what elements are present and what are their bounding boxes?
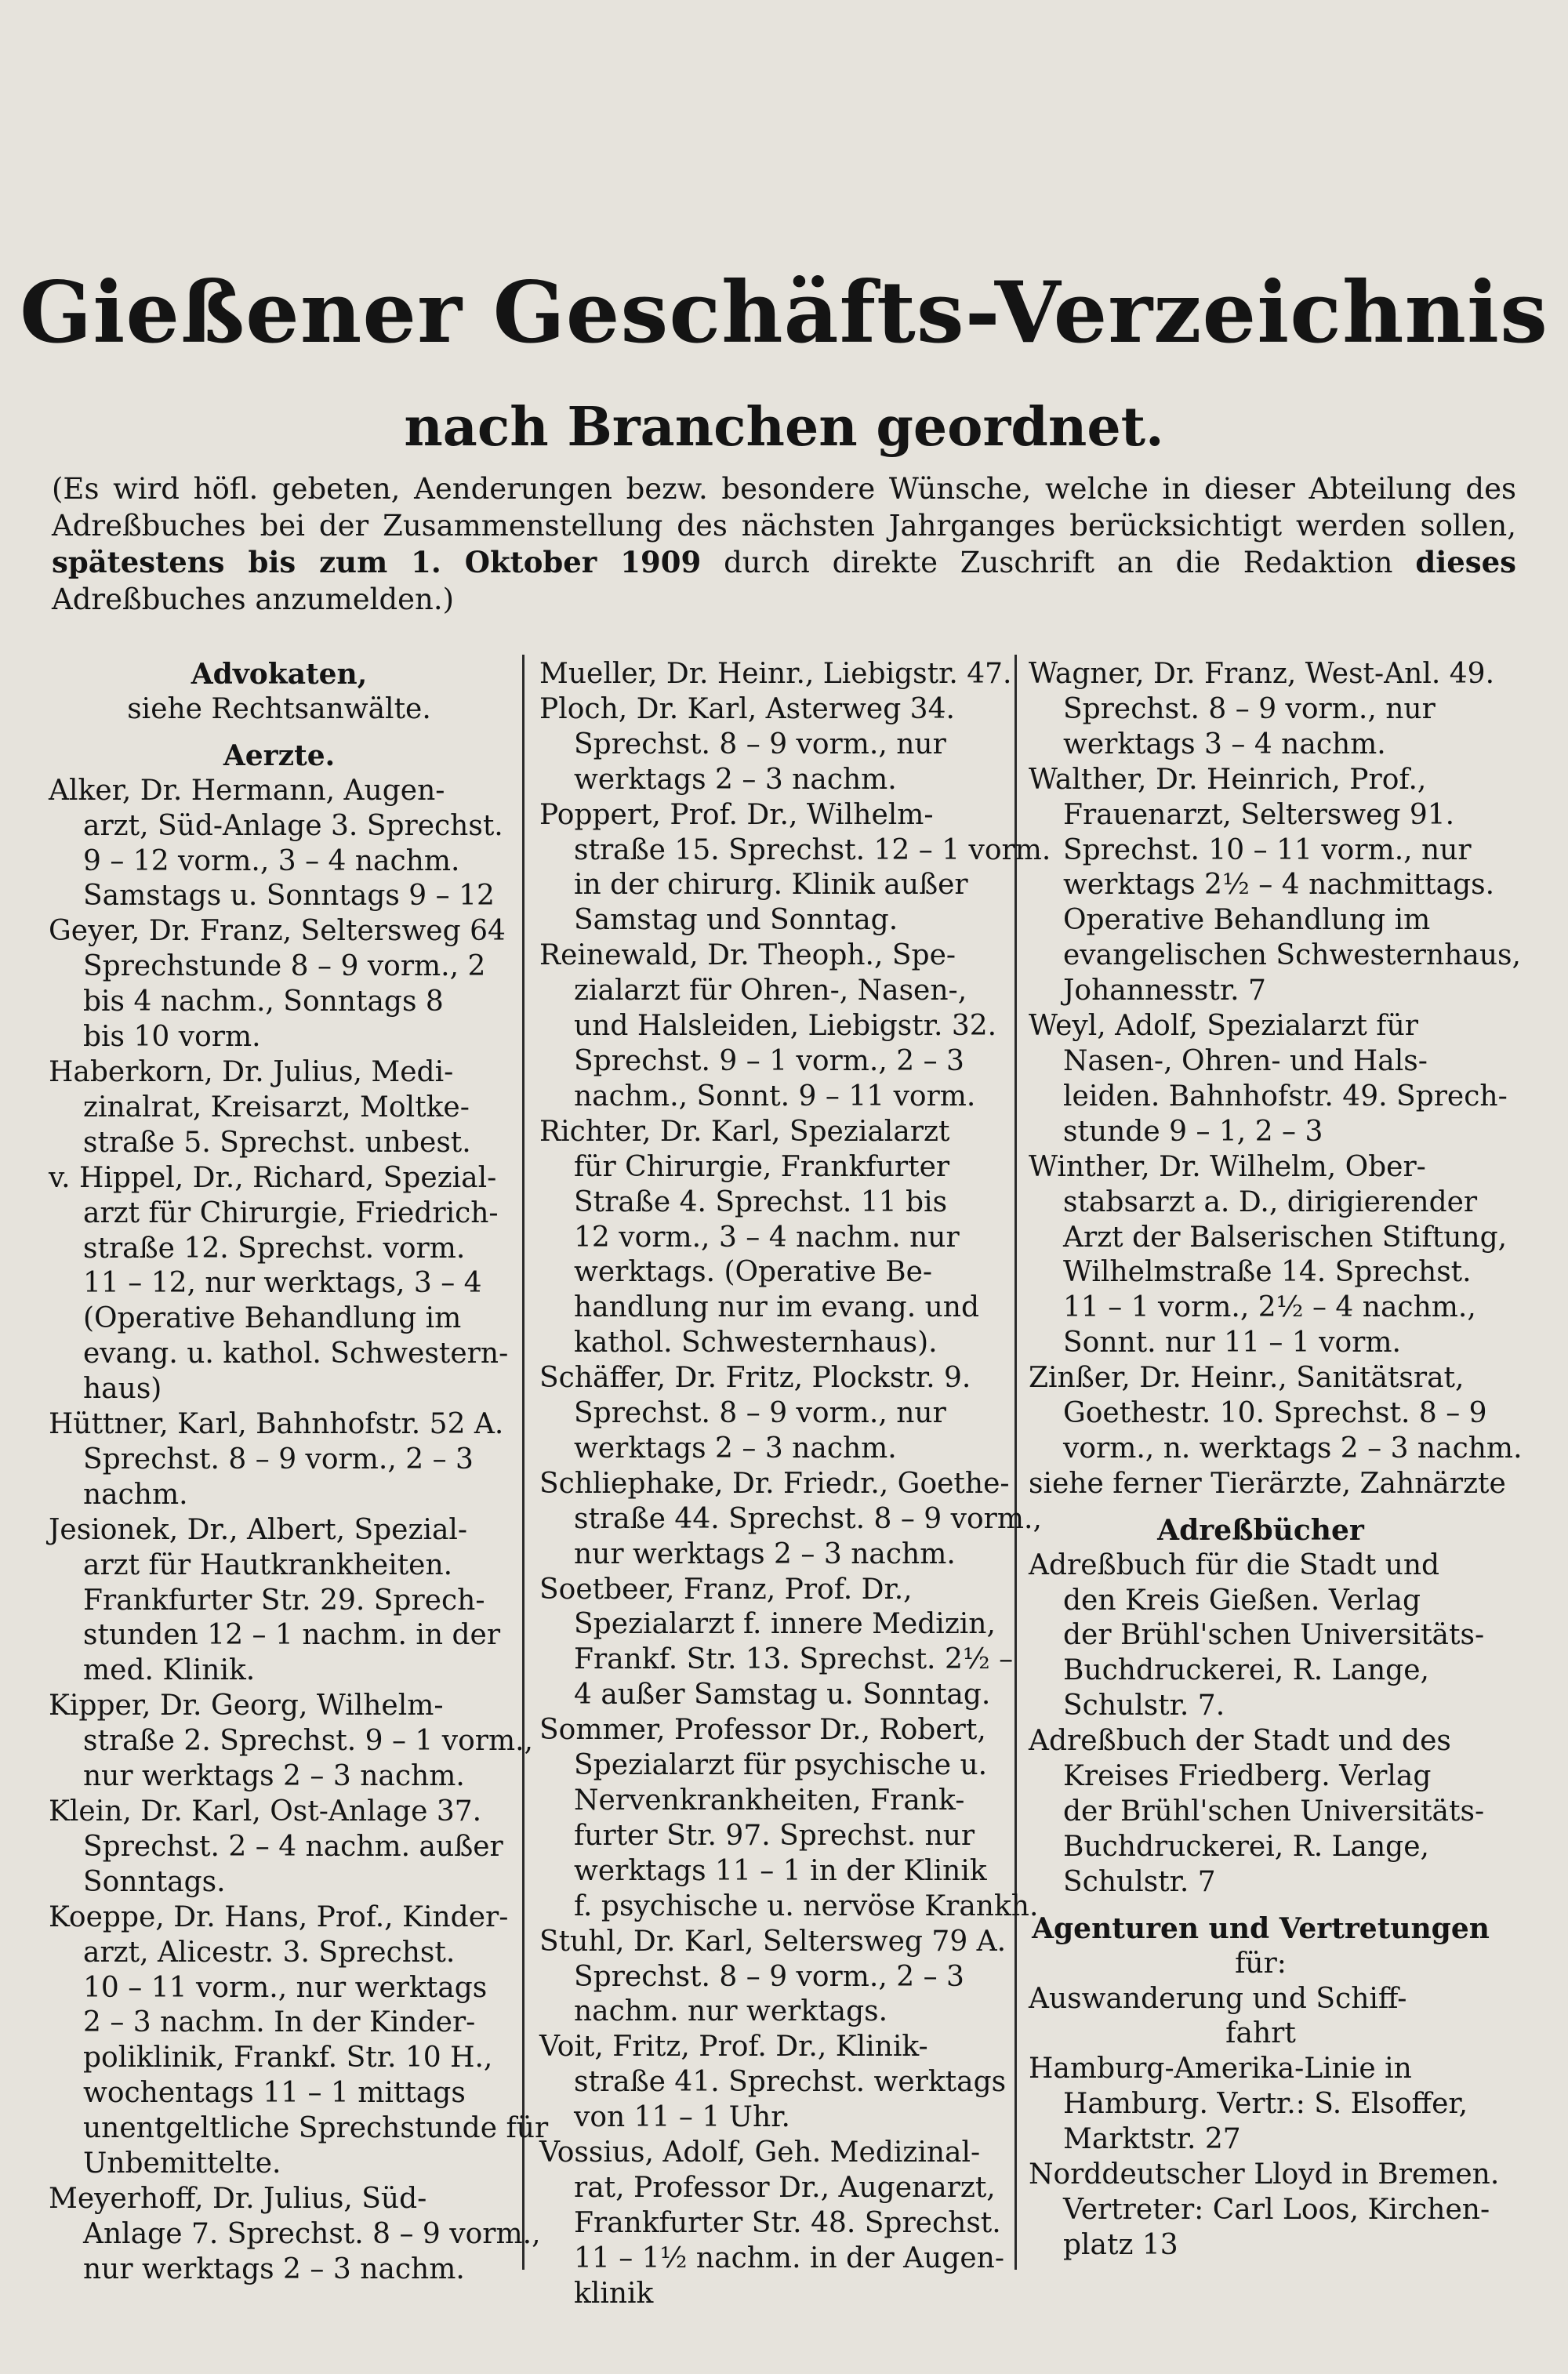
entry-line: Stuhl, Dr. Karl, Seltersweg 79 A.	[539, 1925, 1007, 1958]
entry-line: arzt, Alicestr. 3. Sprechst.	[83, 1936, 456, 1969]
entry-line: Arzt der Balserischen Stiftung,	[1063, 1221, 1508, 1254]
entry-line: Reinewald, Dr. Theoph., Spe-	[539, 939, 956, 972]
entry-line: bis 4 nachm., Sonntags 8	[83, 986, 444, 1018]
intro-deadline: spätestens bis zum 1. Oktober 1909	[52, 545, 702, 579]
entry-line: klinik	[574, 2277, 654, 2310]
entry-line: arzt für Hautkrankheiten.	[83, 1548, 453, 1581]
entry-line: med. Klinik.	[83, 1654, 256, 1687]
entry-line: arzt für Chirurgie, Friedrich-	[83, 1196, 499, 1229]
entry-line: nachm.	[83, 1478, 188, 1511]
page-subtitle: nach Branchen geordnet.	[404, 396, 1164, 459]
entry-line: Adreßbuch für die Stadt und	[1029, 1548, 1440, 1581]
entry-line: Spezialarzt f. innere Medizin,	[574, 1608, 996, 1641]
entry-line: werktags. (Operative Be-	[574, 1256, 933, 1289]
entry-line: Mueller, Dr. Heinr., Liebigstr. 47.	[539, 658, 1012, 690]
entry-line: Hamburg. Vertr.: S. Elsoffer,	[1063, 2088, 1468, 2121]
column-2	[539, 657, 1051, 2312]
page-title: Gießener Geschäfts-Verzeichnis	[20, 263, 1548, 362]
entry-line: Sonntags.	[83, 1865, 226, 1898]
entry-line: Sommer, Professor Dr., Robert,	[539, 1714, 986, 1747]
entry-line: furter Str. 97. Sprechst. nur	[574, 1819, 975, 1852]
entry-line: v. Hippel, Dr., Richard, Spezial-	[49, 1161, 497, 1194]
entry-line: wochentags 11 – 1 mittags	[83, 2077, 466, 2110]
entry-line: straße 5. Sprechst. unbest.	[83, 1126, 471, 1159]
entry-line: 4 außer Samstag u. Sonntag.	[574, 1679, 991, 1712]
entry-line: Buchdruckerei, R. Lange,	[1063, 1654, 1429, 1687]
entry-line: Koeppe, Dr. Hans, Prof., Kinder-	[49, 1900, 509, 1933]
entry-line: Samstags u. Sonntags 9 – 12	[83, 880, 495, 913]
entry-line: Nervenkrankheiten, Frank-	[574, 1784, 965, 1817]
entry-line: zialarzt für Ohren-, Nasen-,	[574, 975, 967, 1007]
entry-line: Frauenarzt, Seltersweg 91.	[1063, 798, 1455, 831]
entry-line: Schliephake, Dr. Friedr., Goethe-	[539, 1467, 1010, 1500]
entry-line: straße 44. Sprechst. 8 – 9 vorm.,	[574, 1502, 1042, 1535]
entry-line: Straße 4. Sprechst. 11 bis	[574, 1185, 948, 1218]
entry-line: vorm., n. werktags 2 – 3 nachm.	[1063, 1432, 1523, 1465]
entry-line: platz 13	[1063, 2228, 1178, 2261]
entry-line: Schulstr. 7	[1063, 1865, 1216, 1898]
entry-line: Schäffer, Dr. Fritz, Plockstr. 9.	[539, 1362, 971, 1395]
entry-line: Samstag und Sonntag.	[574, 904, 898, 937]
section-heading: Adreßbücher	[1157, 1513, 1364, 1547]
entry-line: für:	[1235, 1947, 1287, 1980]
entry-line: 11 – 1½ nachm. in der Augen-	[574, 2242, 1004, 2274]
entry-line: 11 – 12, nur werktags, 3 – 4	[83, 1267, 482, 1300]
entry-line: werktags 2 – 3 nachm.	[574, 763, 897, 796]
entry-line: 12 vorm., 3 – 4 nachm. nur	[574, 1221, 960, 1254]
entry-line: in der chirurg. Klinik außer	[574, 869, 968, 902]
entry-line: 11 – 1 vorm., 2½ – 4 nachm.,	[1063, 1291, 1476, 1324]
spacer	[1029, 1502, 1493, 1513]
entry-line: werktags 3 – 4 nachm.	[1063, 728, 1386, 760]
entry-line: Klein, Dr. Karl, Ost-Anlage 37.	[49, 1795, 482, 1828]
spacer	[49, 728, 510, 739]
entry-line: fahrt	[1225, 2017, 1296, 2050]
spacer	[1029, 1900, 1493, 1911]
entry-line: Operative Behandlung im	[1063, 904, 1431, 937]
entry-line: straße 15. Sprechst. 12 – 1 vorm.	[574, 833, 1051, 866]
entry-line: Voit, Fritz, Prof. Dr., Klinik-	[539, 2031, 928, 2064]
entry-line: straße 41. Sprechst. werktags	[574, 2066, 1007, 2099]
entry-line: Sprechst. 9 – 1 vorm., 2 – 3	[574, 1044, 964, 1077]
entry-line: Goethestr. 10. Sprechst. 8 – 9	[1063, 1397, 1487, 1430]
intro-text-2: durch direkte Zuschrift an die Redaktion	[724, 546, 1393, 579]
entry-line: Wagner, Dr. Franz, West-Anl. 49.	[1029, 658, 1495, 690]
entry-line: Ploch, Dr. Karl, Asterweg 34.	[539, 692, 955, 725]
entry-line: Haberkorn, Dr. Julius, Medi-	[49, 1055, 454, 1088]
entry-line: Richter, Dr. Karl, Spezialarzt	[539, 1115, 950, 1148]
entry-line: Wilhelmstraße 14. Sprechst.	[1063, 1256, 1472, 1289]
entry-line: siehe ferner Tierärzte, Zahnärzte	[1029, 1467, 1506, 1500]
entry-line: der Brühl'schen Universitäts-	[1063, 1619, 1485, 1652]
section-heading: Advokaten,	[191, 658, 368, 691]
entry-line: 2 – 3 nachm. In der Kinder-	[83, 2006, 476, 2039]
entry-line: Johannesstr. 7	[1063, 975, 1266, 1007]
intro-text-1: (Es wird höfl. gebeten, Aenderungen bezw. besondere Wünsche, welche in dieser Abteilung des Adreßbuches bei der Zusammenstellung des nächsten Jahrganges berücksichtigt werden sollen,	[52, 472, 1516, 543]
entry-line: leiden. Bahnhofstr. 49. Sprech-	[1063, 1080, 1508, 1113]
entry-line: 9 – 12 vorm., 3 – 4 nachm.	[83, 844, 460, 877]
intro-paragraph	[52, 470, 1516, 618]
entry-line: den Kreis Gießen. Verlag	[1063, 1584, 1421, 1617]
entry-line: Vertreter: Carl Loos, Kirchen-	[1063, 2193, 1490, 2226]
entry-line: Sprechst. 8 – 9 vorm., nur	[574, 728, 946, 760]
intro-text-3: Adreßbuches anzumelden.)	[52, 583, 455, 616]
entry-line: poliklinik, Frankf. Str. 10 H.,	[83, 2042, 493, 2075]
entry-line: Frankf. Str. 13. Sprechst. 2½ –	[574, 1643, 1014, 1676]
entry-line: unentgeltliche Sprechstunde für	[83, 2112, 549, 2145]
entry-line: straße 2. Sprechst. 9 – 1 vorm.,	[83, 1725, 533, 1758]
entry-line: Walther, Dr. Heinrich, Prof.,	[1029, 763, 1427, 796]
entry-line: Spezialarzt für psychische u.	[574, 1749, 988, 1782]
entry-line: stunde 9 – 1, 2 – 3	[1063, 1115, 1323, 1148]
entry-line: Meyerhoff, Dr. Julius, Süd-	[49, 2182, 427, 2215]
entry-line: arzt, Süd-Anlage 3. Sprechst.	[83, 809, 503, 842]
entry-line: Winther, Dr. Wilhelm, Ober-	[1029, 1150, 1426, 1183]
entry-line: Jesionek, Dr., Albert, Spezial-	[49, 1513, 468, 1546]
entry-line: Norddeutscher Lloyd in Bremen.	[1029, 2158, 1500, 2191]
entry-line: Sprechst. 8 – 9 vorm., nur	[574, 1397, 946, 1430]
entry-line: haus)	[83, 1373, 162, 1406]
entry-line: nachm., Sonnt. 9 – 11 vorm.	[574, 1080, 976, 1113]
entry-line: Auswanderung und Schiff-	[1029, 1982, 1407, 2015]
column-divider-1	[522, 655, 524, 2270]
entry-line: Buchdruckerei, R. Lange,	[1063, 1830, 1429, 1863]
entry-line: Vossius, Adolf, Geh. Medizinal-	[539, 2136, 981, 2169]
entry-line: nur werktags 2 – 3 nachm.	[83, 1760, 465, 1793]
entry-line: f. psychische u. nervöse Krankh.	[574, 1889, 1039, 1922]
entry-line: nur werktags 2 – 3 nachm.	[574, 1537, 956, 1570]
column-divider-2	[1014, 655, 1017, 2270]
entry-line: Unbemittelte.	[83, 2147, 281, 2180]
entry-line: Schulstr. 7.	[1063, 1690, 1225, 1722]
intro-emphasis: dieses	[1415, 545, 1517, 579]
entry-line: Poppert, Prof. Dr., Wilhelm-	[539, 798, 934, 831]
entry-line: Sprechst. 2 – 4 nachm. außer	[83, 1830, 503, 1863]
entry-line: werktags 2 – 3 nachm.	[574, 1432, 897, 1465]
entry-line: stunden 12 – 1 nachm. in der	[83, 1619, 501, 1652]
entry-line: Nasen-, Ohren- und Hals-	[1063, 1044, 1428, 1077]
entry-line: Sprechst. 10 – 11 vorm., nur	[1063, 833, 1472, 866]
entry-line: Sprechstunde 8 – 9 vorm., 2	[83, 950, 486, 983]
entry-line: Weyl, Adolf, Spezialarzt für	[1029, 1010, 1419, 1043]
entry-line: und Halsleiden, Liebigstr. 32.	[574, 1010, 997, 1043]
entry-line: Hamburg-Amerika-Linie in	[1029, 2053, 1412, 2085]
entry-line: Anlage 7. Sprechst. 8 – 9 vorm.,	[83, 2217, 541, 2250]
entry-line: Marktstr. 27	[1063, 2123, 1241, 2156]
entry-line: bis 10 vorm.	[83, 1021, 261, 1054]
entry-line: nur werktags 2 – 3 nachm.	[83, 2252, 465, 2285]
entry-line: evang. u. kathol. Schwestern-	[83, 1338, 509, 1370]
entry-line: Alker, Dr. Hermann, Augen-	[49, 774, 445, 807]
entry-line: Adreßbuch der Stadt und des	[1029, 1725, 1451, 1758]
entry-line: Sonnt. nur 11 – 1 vorm.	[1063, 1327, 1401, 1359]
entry-line: evangelischen Schwesternhaus,	[1063, 939, 1521, 972]
section-heading: Agenturen und Vertretungen	[1032, 1911, 1490, 1945]
entry-line: straße 12. Sprechst. vorm.	[83, 1232, 466, 1265]
entry-line: 10 – 11 vorm., nur werktags	[83, 1971, 488, 2004]
entry-line: rat, Professor Dr., Augenarzt,	[574, 2171, 996, 2204]
entry-line: handlung nur im evang. und	[574, 1291, 980, 1324]
entry-line: Hüttner, Karl, Bahnhofstr. 52 A.	[49, 1408, 504, 1441]
column-1	[49, 657, 549, 2288]
entry-line: (Operative Behandlung im	[83, 1302, 462, 1335]
entry-line: kathol. Schwesternhaus).	[574, 1327, 938, 1359]
entry-line: zinalrat, Kreisarzt, Moltke-	[83, 1091, 470, 1123]
entry-line: Sprechst. 8 – 9 vorm., nur	[1063, 692, 1436, 725]
section-heading: Aerzte.	[223, 739, 336, 772]
entry-line: Sprechst. 8 – 9 vorm., 2 – 3	[83, 1443, 474, 1476]
entry-line: nachm. nur werktags.	[574, 1995, 888, 2028]
entry-line: werktags 2½ – 4 nachmittags.	[1063, 869, 1495, 902]
entry-line: werktags 11 – 1 in der Klinik	[574, 1854, 987, 1887]
entry-line: Zinßer, Dr. Heinr., Sanitätsrat,	[1029, 1362, 1465, 1395]
entry-line: Geyer, Dr. Franz, Seltersweg 64	[49, 915, 506, 948]
entry-line: Kipper, Dr. Georg, Wilhelm-	[49, 1690, 444, 1722]
entry-line: siehe Rechtsanwälte.	[127, 692, 431, 725]
entry-line: Frankfurter Str. 29. Sprech-	[83, 1584, 485, 1617]
entry-line: der Brühl'schen Universitäts-	[1063, 1795, 1485, 1828]
entry-line: Sprechst. 8 – 9 vorm., 2 – 3	[574, 1960, 964, 1993]
column-3	[1029, 657, 1523, 2263]
entry-line: Soetbeer, Franz, Prof. Dr.,	[539, 1573, 913, 1606]
entry-line: Frankfurter Str. 48. Sprechst.	[574, 2206, 1001, 2239]
entry-line: für Chirurgie, Frankfurter	[574, 1150, 950, 1183]
entry-line: stabsarzt a. D., dirigierender	[1063, 1185, 1478, 1218]
entry-line: von 11 – 1 Uhr.	[574, 2101, 790, 2134]
entry-line: Kreises Friedberg. Verlag	[1063, 1760, 1432, 1793]
